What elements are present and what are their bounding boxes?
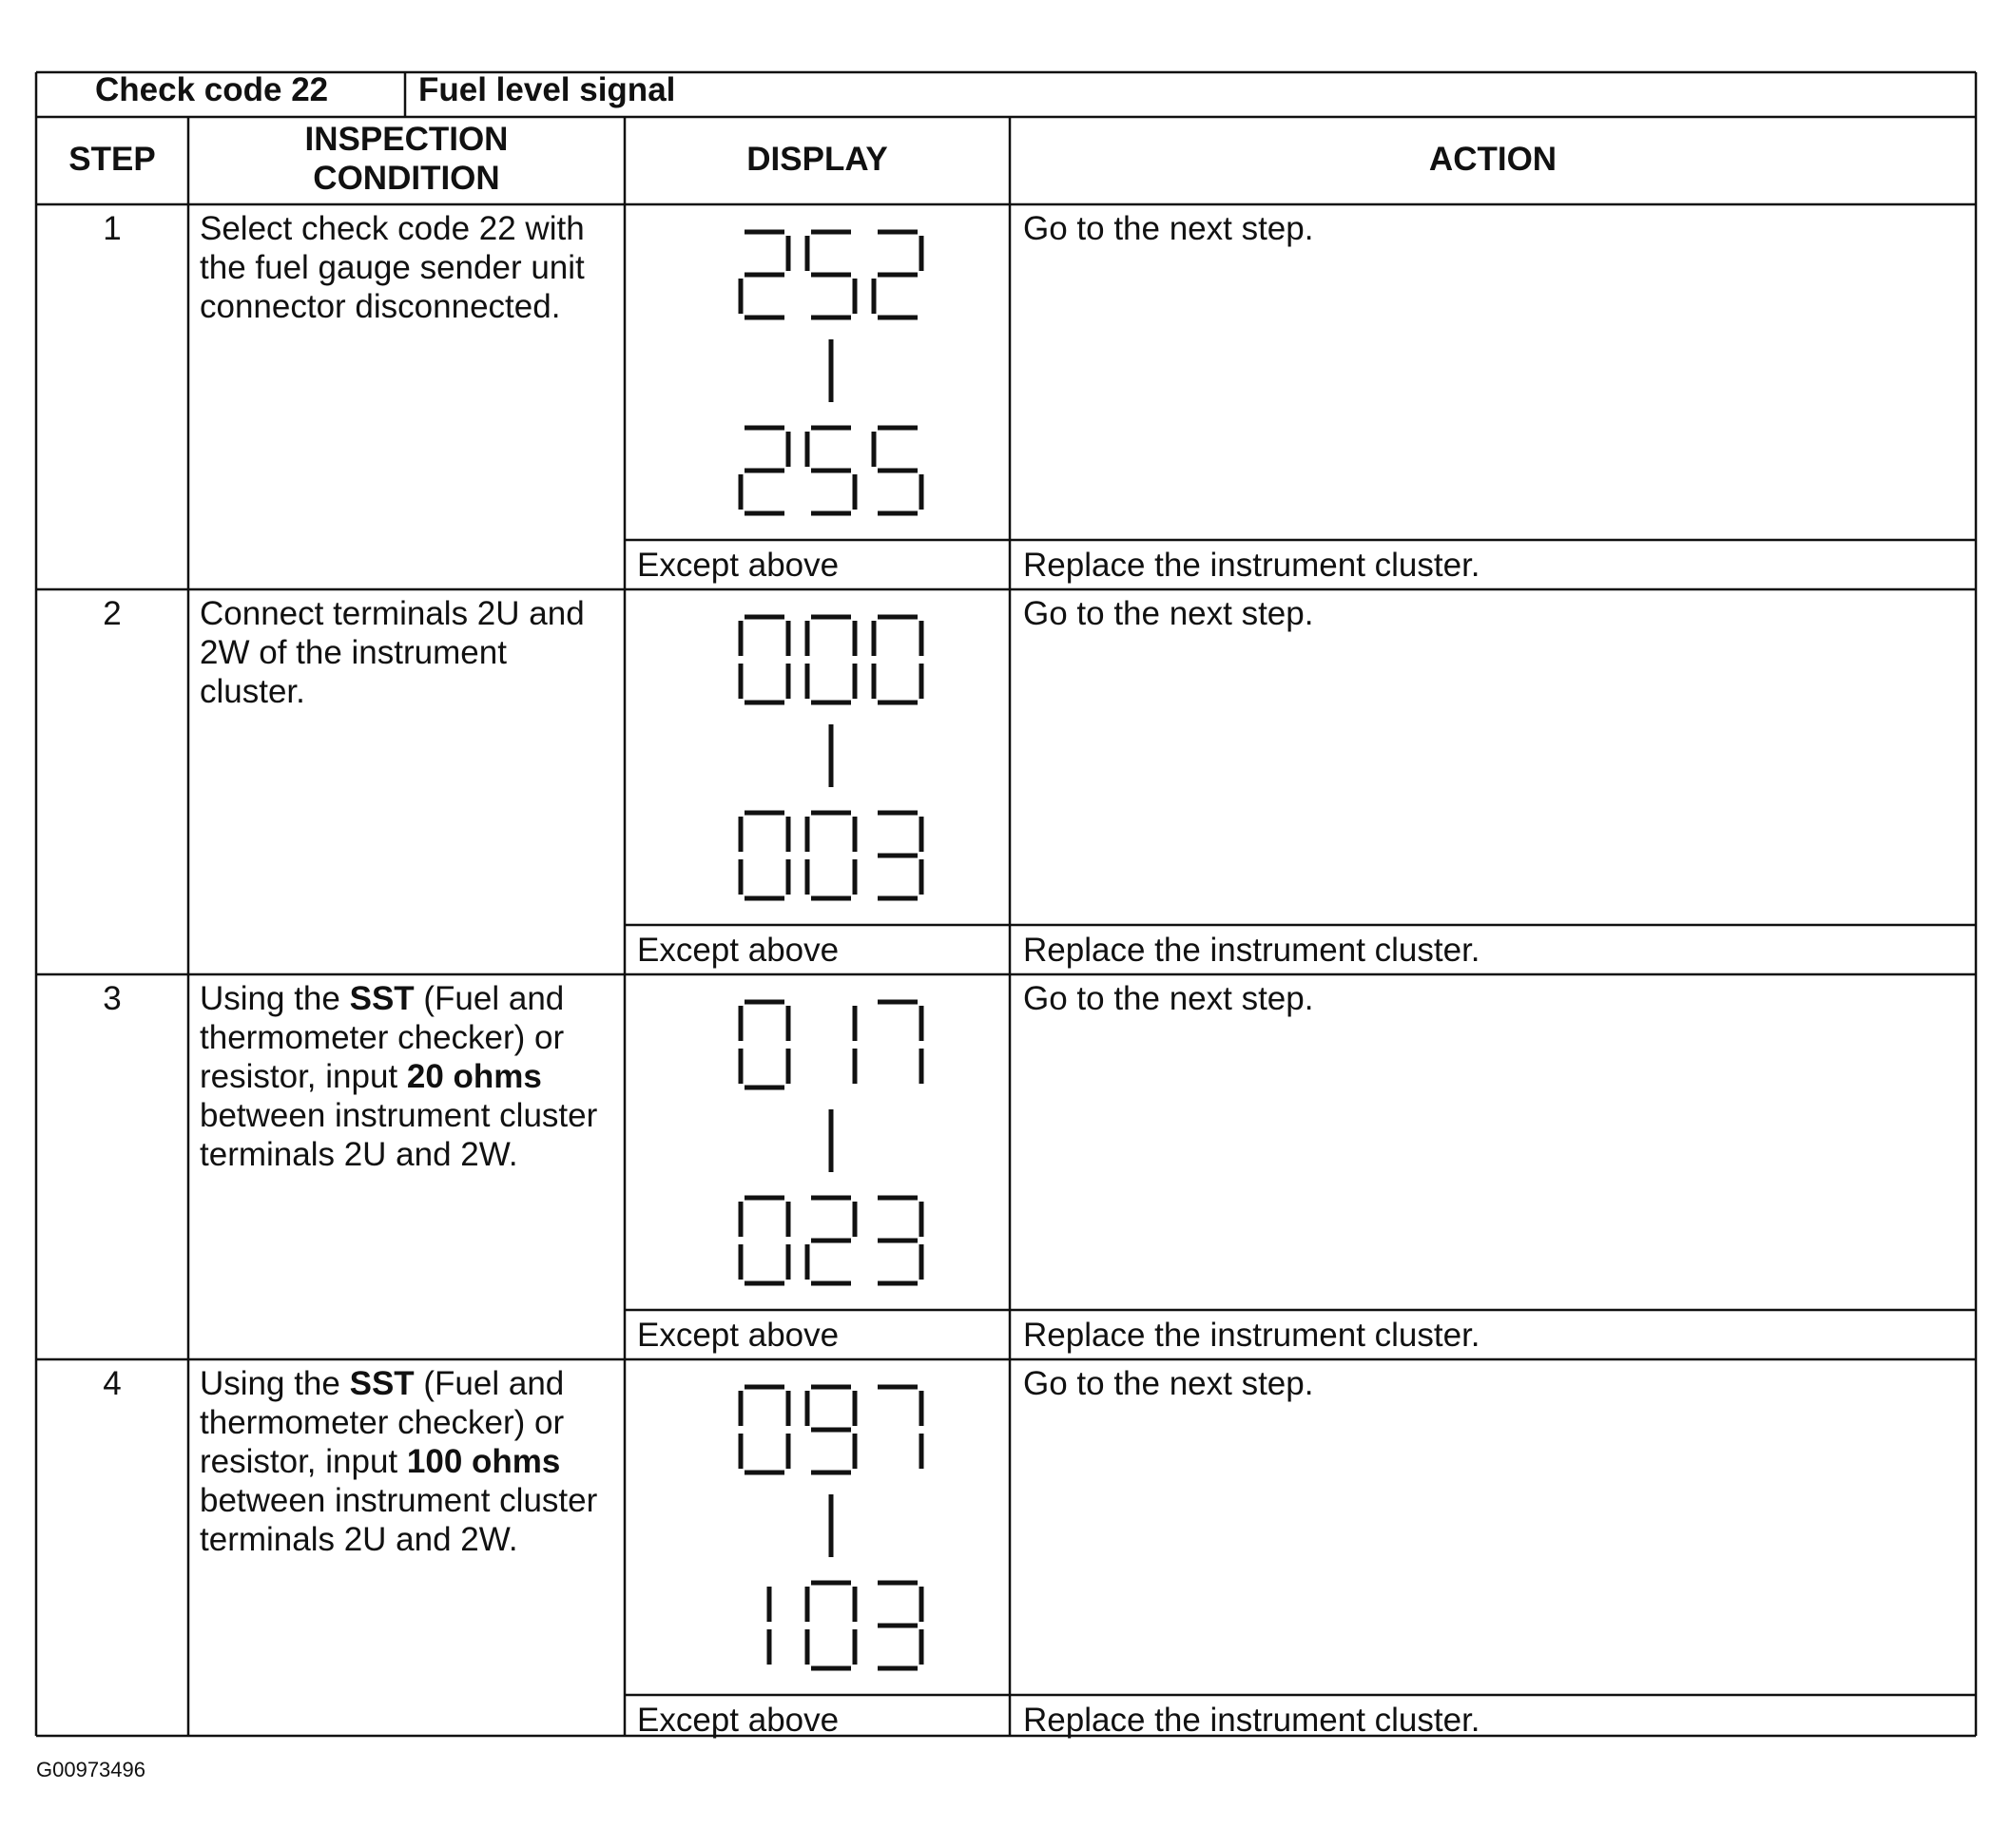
- header-step: STEP: [68, 141, 156, 178]
- condition-text: (Fuel and: [414, 980, 565, 1017]
- condition-line: connector disconnected.: [200, 288, 561, 325]
- step-number: 4: [103, 1365, 122, 1402]
- step-number: 2: [103, 595, 122, 632]
- condition-line: Select check code 22 with: [200, 210, 585, 247]
- except-label: Except above: [637, 1317, 840, 1354]
- action-ok: Go to the next step.: [1023, 210, 1314, 247]
- figure-id: G00973496: [36, 1758, 145, 1781]
- step-number: 3: [103, 980, 122, 1017]
- condition-line: between instrument cluster: [200, 1097, 598, 1134]
- step-number: 1: [103, 210, 122, 247]
- signal-label: Fuel level signal: [418, 71, 676, 108]
- header-action: ACTION: [1428, 141, 1557, 178]
- except-label: Except above: [637, 1702, 840, 1739]
- condition-line: thermometer checker) or: [200, 1404, 565, 1441]
- condition-line: between instrument cluster: [200, 1482, 598, 1519]
- action-else: Replace the instrument cluster.: [1023, 1317, 1480, 1354]
- condition-line: 2W of the instrument: [200, 634, 507, 671]
- resistance-value: 20 ohms: [406, 1058, 542, 1095]
- header-display: DISPLAY: [746, 141, 888, 178]
- condition-line: Connect terminals 2U and: [200, 595, 585, 632]
- condition-text: Using the: [200, 980, 350, 1017]
- except-label: Except above: [637, 932, 840, 969]
- header-inspection-line2: CONDITION: [313, 160, 500, 197]
- condition-line: cluster.: [200, 673, 305, 710]
- check-code-label: Check code 22: [95, 71, 329, 108]
- condition-line: terminals 2U and 2W.: [200, 1521, 518, 1558]
- sst-term: SST: [349, 1365, 415, 1402]
- sst-term: SST: [349, 980, 415, 1017]
- condition-text: resistor, input: [200, 1058, 407, 1095]
- header-inspection-line1: INSPECTION: [304, 121, 509, 158]
- condition-text: Using the: [200, 1365, 350, 1402]
- condition-text: (Fuel and: [414, 1365, 565, 1402]
- action-ok: Go to the next step.: [1023, 980, 1314, 1017]
- condition-line: the fuel gauge sender unit: [200, 249, 585, 286]
- action-ok: Go to the next step.: [1023, 595, 1314, 632]
- condition-line: terminals 2U and 2W.: [200, 1136, 518, 1173]
- resistance-value: 100 ohms: [406, 1443, 561, 1480]
- condition-text: resistor, input: [200, 1443, 407, 1480]
- action-else: Replace the instrument cluster.: [1023, 932, 1480, 969]
- condition-line: thermometer checker) or: [200, 1019, 565, 1056]
- except-label: Except above: [637, 547, 840, 584]
- action-else: Replace the instrument cluster.: [1023, 547, 1480, 584]
- action-else: Replace the instrument cluster.: [1023, 1702, 1480, 1739]
- action-ok: Go to the next step.: [1023, 1365, 1314, 1402]
